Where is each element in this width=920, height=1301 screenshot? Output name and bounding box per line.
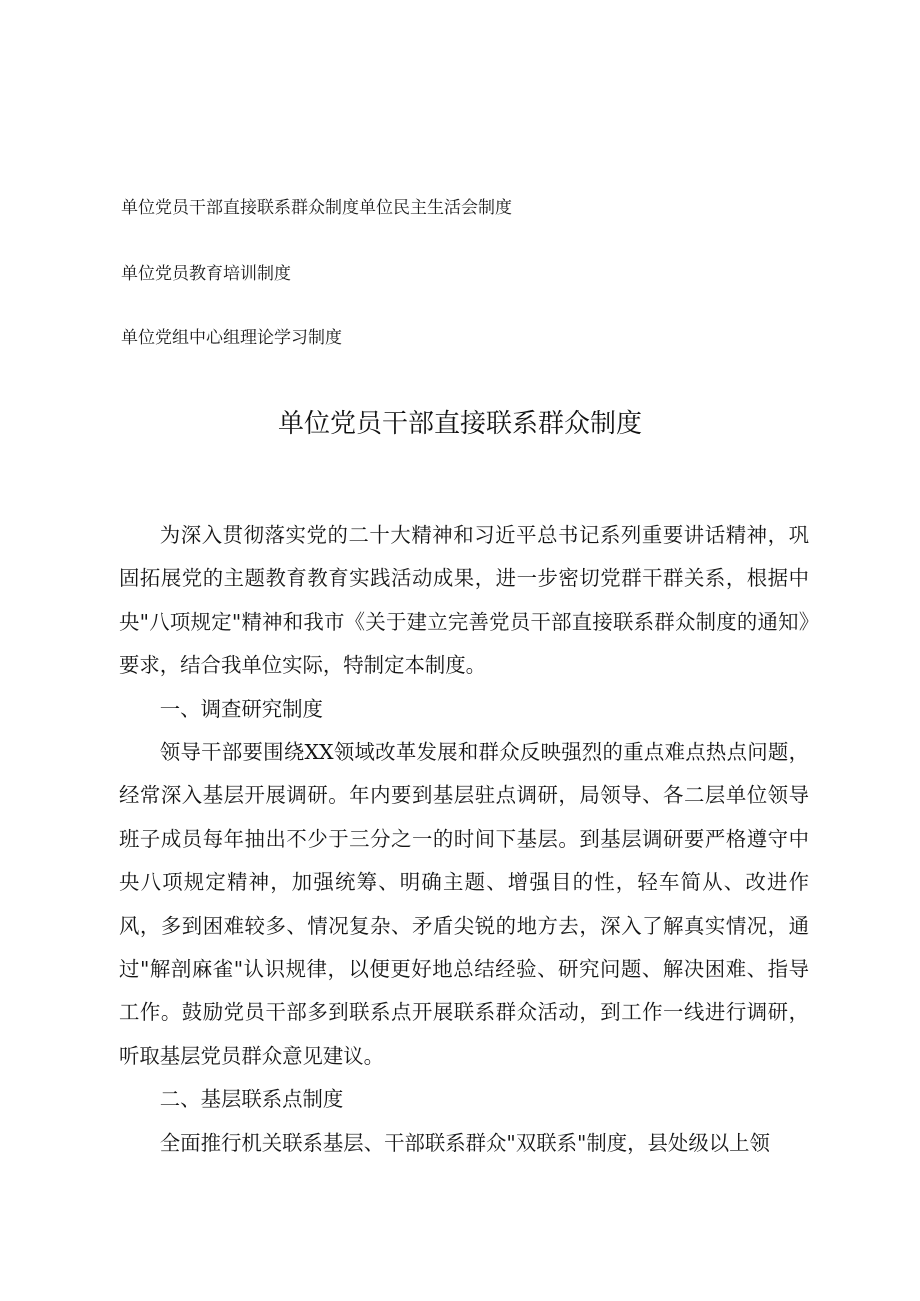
intro-paragraph: 为深入贯彻落实党的二十大精神和习近平总书记系列重要讲话精神，巩固拓展党的主题教育教育实践活动成果，进一步密切党群干群关系，根据中央"八项规定"精神和我市《关于建立完善党员干部直接联系群众制度的通知》要求，结合我单位实际，特制定本制度。 <box>119 523 809 678</box>
contact-points-paragraph: 全面推行机关联系基层、干部联系群众"双联系"制度，县处级以上领 <box>159 1130 770 1155</box>
section-heading-research: 一、调查研究制度 <box>159 696 323 721</box>
research-paragraph: 领导干部要围绕XX领域改革发展和群众反映强烈的重点难点热点问题，经常深入基层开展调研。年内要到基层驻点调研，局领导、各二层单位领导班子成员每年抽出不少于三分之一的时间下基层。到基层调研要严格遵守中央八项规定精神，加强统筹、明确主题、增强目的性，轻车简从、改进作风，多到困难较多、情况复杂、矛盾尖锐的地方去，深入了解真实情况，通过"解剖麻雀"认识规律，以便更好地总结经验、研究问题、解决困难、指导工作。鼓励党员干部多到联系点开展联系群众活动，到工作一线进行调研，听取基层党员群众意见建议。 <box>119 740 809 1068</box>
toc-item-education-training: 单位党员教育培训制度 <box>121 264 291 284</box>
section-heading-contact-points: 二、基层联系点制度 <box>159 1087 344 1112</box>
document-title: 单位党员干部直接联系群众制度 <box>277 409 642 439</box>
toc-item-direct-contact-masses: 单位党员干部直接联系群众制度单位民主生活会制度 <box>121 198 512 218</box>
toc-item-theory-study: 单位党组中心组理论学习制度 <box>121 328 342 348</box>
document-body <box>119 514 809 1165</box>
